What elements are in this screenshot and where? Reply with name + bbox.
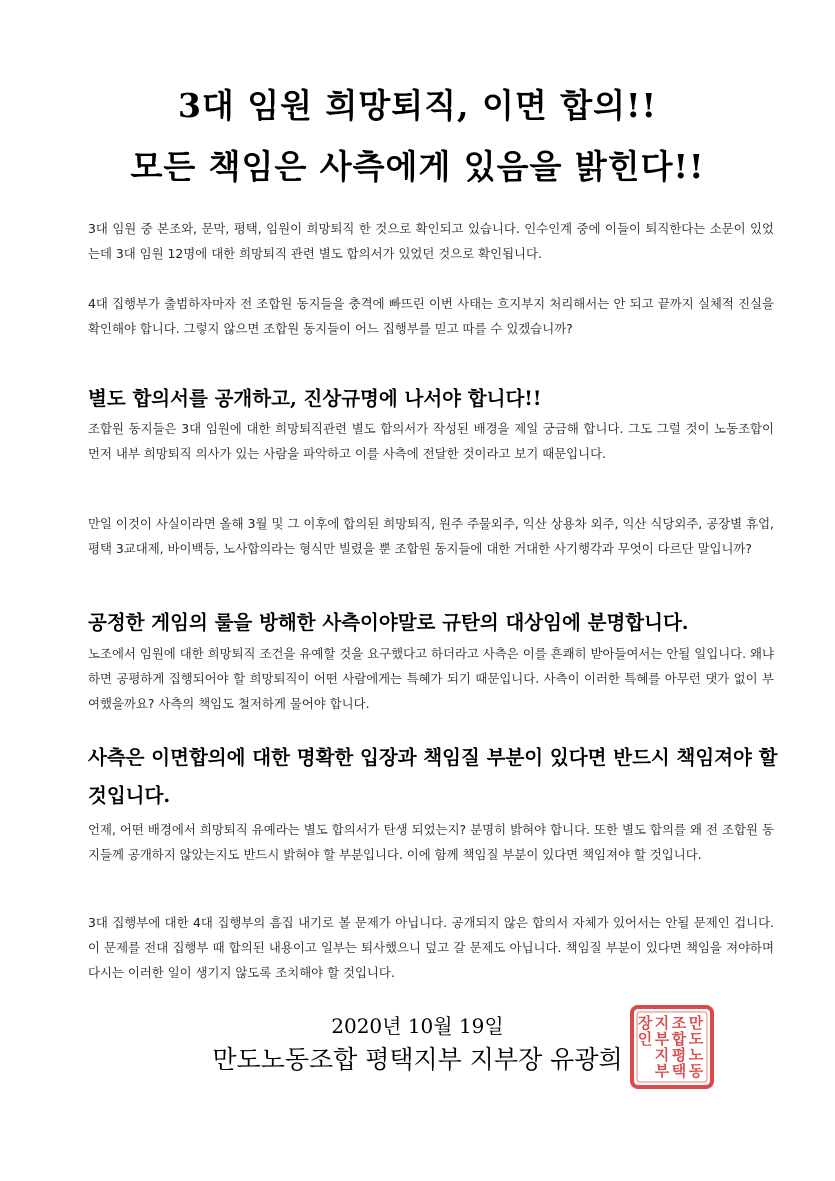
paragraph-background-question: 조합원 동지들은 3대 임원에 대한 희망퇴직관련 별도 합의서가 작성된 배경을 제일 궁금해 합니다. 그도 그럴 것이 노동조합이 먼저 내부 희망퇴직 의사가 있는 사람을 파악하고 이를 사측에 전달한 것이라고 보기 때문입니다. (88, 421, 774, 461)
seal-glyph: 노 (688, 1046, 704, 1064)
paragraph-conclusion: 3대 집행부에 대한 4대 집행부의 흠집 내기로 볼 문제가 아닙니다. 공개되지 않은 합의서 자체가 있어서는 안될 문제인 겁니다. 이 문제를 전대 집행부 때 합의된 내용이고 일부는 퇴사했으니 덮고 갈 문제도 아닙니다. 책임질 부분이 있다면 책임을 져야하며 다시는 이러한 일이 생기지 않도록 조치해야 할 것입니다. (88, 915, 774, 980)
seal-glyph: 지 (654, 1014, 670, 1032)
paragraph-reveal-demand: 언제, 어떤 배경에서 희망퇴직 유예라는 별도 합의서가 탄생 되었는지? 분명히 밝혀야 합니다. 또한 별도 합의를 왜 전 조합원 동지들께 공개하지 않았는지도 반드시 밝혀야 할 부분입니다. 이에 함께 책임질 부분이 있다면 책임져야 할 것입니다. (88, 822, 774, 862)
document-title-line-1: 3대 임원 희망퇴직, 이면 합의!! (177, 86, 658, 125)
official-seal-stamp (628, 1003, 716, 1091)
paragraph-fraud-claim: 만일 이것이 사실이라면 올해 3월 및 그 이후에 합의된 희망퇴직, 원주 주물외주, 익산 상용차 외주, 익산 식당외주, 공장별 휴업, 평택 3교대제, 바이백등, 노사합의라는 형식만 빌렸을 뿐 조합원 동지들에 대한 거대한 사기행각과 무엇이 다르단 말입니까? (88, 516, 774, 556)
seal-glyph: 조 (671, 1014, 687, 1032)
document-date: 2020년 10월 19일 (331, 1014, 504, 1038)
section-heading-company-blame: 공정한 게임의 룰을 방해한 사측이야말로 규탄의 대상임에 분명합니다. (88, 611, 689, 634)
seal-glyph: 지 (654, 1046, 670, 1064)
seal-glyph: 인 (637, 1030, 653, 1048)
seal-glyph: 만 (688, 1014, 704, 1032)
seal-glyph: 합 (671, 1030, 687, 1048)
seal-glyph: 동 (688, 1062, 704, 1080)
seal-glyph: 장 (637, 1014, 653, 1032)
seal-glyph: 부 (654, 1030, 670, 1048)
paragraph-executive-situation: 4대 집행부가 출범하자마자 전 조합원 동지들을 충격에 빠뜨린 이번 사태는 흐지부지 처리해서는 안 되고 끝까지 실체적 진실을 확인해야 합니다. 그렇지 않으면 조합원 동지들이 어느 집행부를 믿고 따를 수 있겠습니까? (88, 296, 774, 336)
seal-glyph: 부 (654, 1062, 670, 1080)
paragraph-intro: 3대 임원 중 본조와, 문막, 평택, 임원이 희망퇴직 한 것으로 확인되고 있습니다. 인수인계 중에 이들이 퇴직한다는 소문이 있었는데 3대 임원 12명에 대한 희망퇴직 관련 별도 합의서가 있었던 것으로 확인됩니다. (88, 221, 774, 261)
seal-glyph: 도 (688, 1030, 704, 1048)
paragraph-special-treatment: 노조에서 임원에 대한 희망퇴직 조건을 유예할 것을 요구했다고 하더라고 사측은 이를 흔쾌히 받아들여서는 안될 일입니다. 왜냐하면 공평하게 집행되어야 할 희망퇴직이 어떤 사람에게는 특혜가 되기 때문입니다. 사측이 이러한 특혜를 아무런 댓가 없이 부여했을까요? 사측의 책임도 철저하게 물어야 합니다. (88, 646, 774, 711)
document-title-line-2: 모든 책임은 사측에게 있음을 밝힌다!! (130, 147, 705, 186)
section-heading-responsibility: 사측은 이면합의에 대한 명확한 입장과 책임질 부분이 있다면 반드시 책임져야 할 것입니다. (88, 746, 778, 807)
section-heading-disclosure: 별도 합의서를 공개하고, 진상규명에 나서야 합니다!! (88, 387, 542, 410)
seal-glyph: 택 (671, 1062, 687, 1080)
seal-glyph: 평 (671, 1046, 687, 1064)
document-signer: 만도노동조합 평택지부 지부장 유광희 (212, 1045, 623, 1074)
